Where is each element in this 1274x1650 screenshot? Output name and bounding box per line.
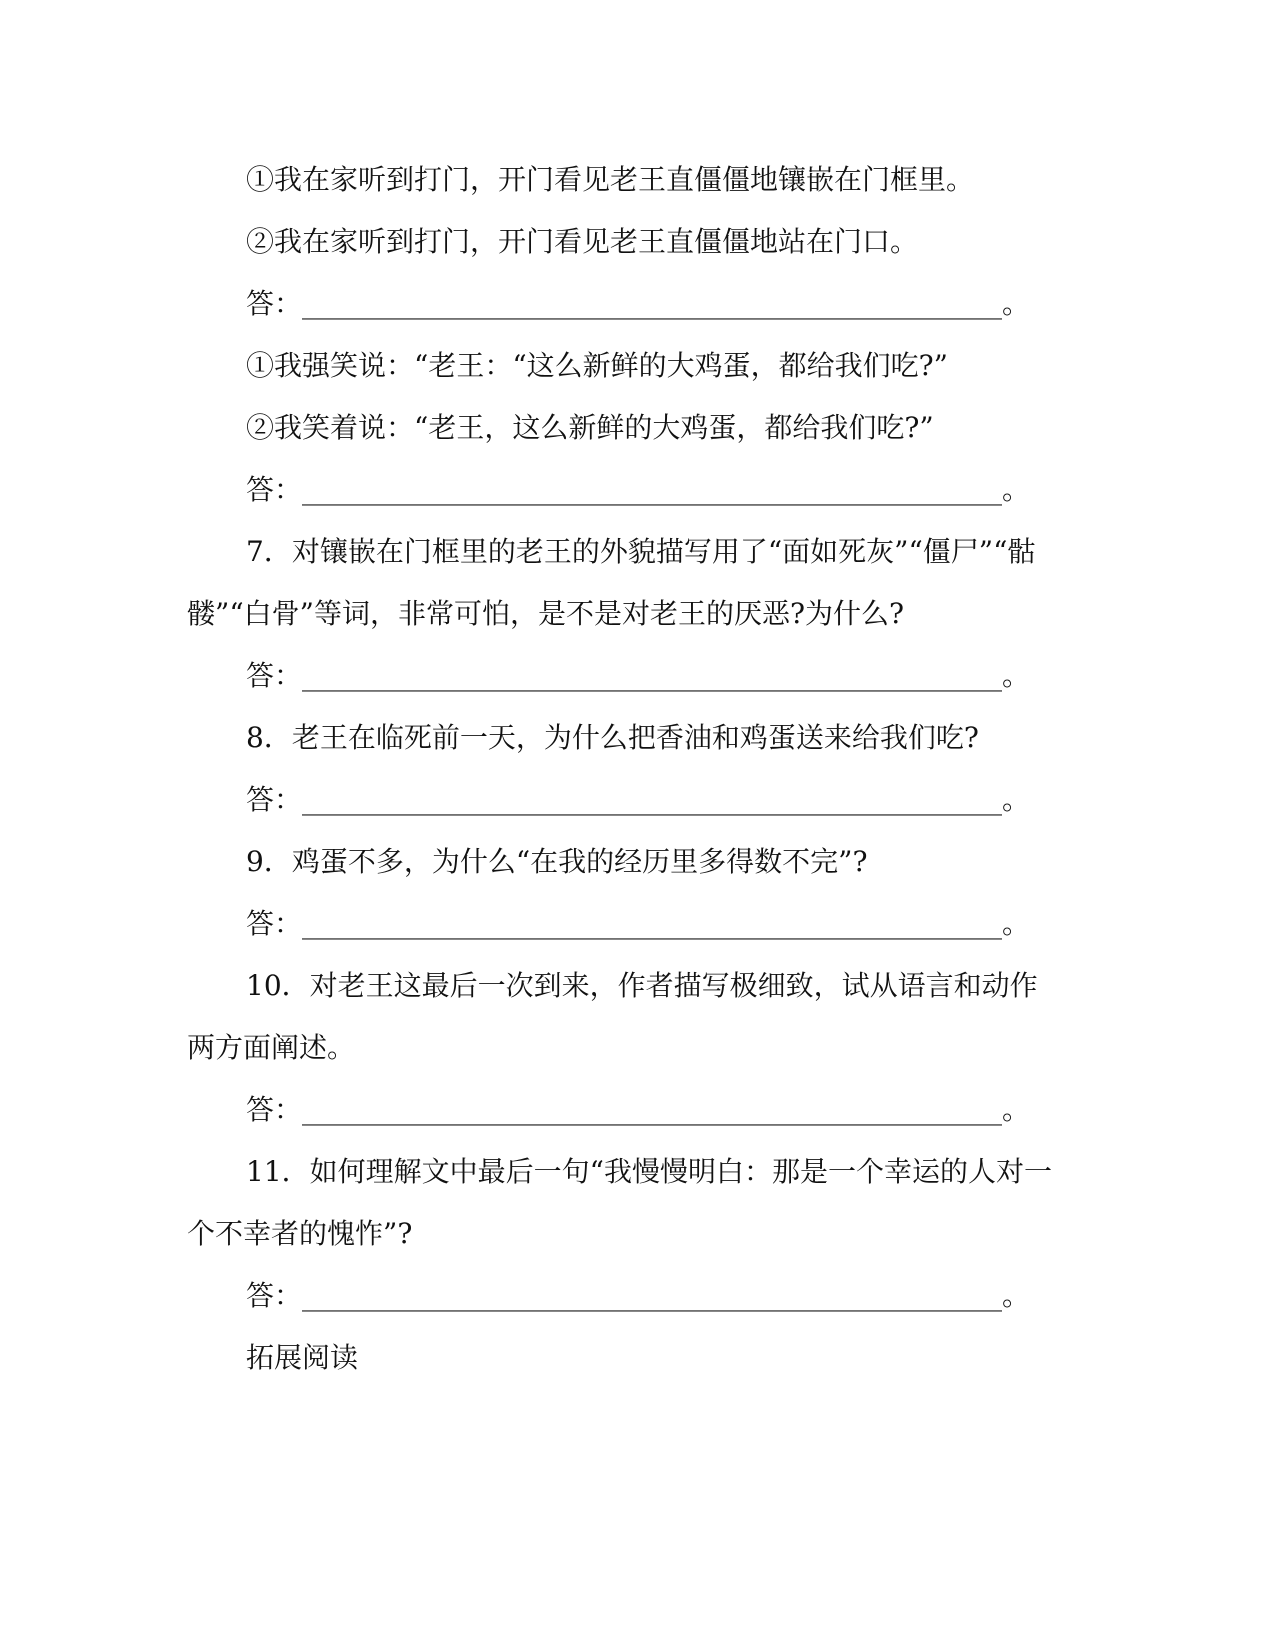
answer-line: 答：__________________________________________________。 [246, 287, 1031, 320]
question-11: 11．如何理解文中最后一句“我慢慢明白：那是一个幸运的人对一 [246, 1155, 1052, 1188]
answer-line: 答：__________________________________________________。 [246, 473, 1031, 506]
question-7: 7．对镶嵌在门框里的老王的外貌描写用了“面如死灰”“僵尸”“骷 [246, 535, 1036, 568]
answer-line: 答：__________________________________________________。 [246, 1279, 1031, 1312]
option-1-embedded: ①我在家听到打门，开门看见老王直僵僵地镶嵌在门框里。 [246, 163, 975, 196]
option-2-standing: ②我在家听到打门，开门看见老王直僵僵地站在门口。 [246, 225, 919, 258]
question-8: 8．老王在临死前一天，为什么把香油和鸡蛋送来给我们吃? [246, 721, 979, 754]
question-11-continued: 个不幸者的愧怍”? [187, 1217, 413, 1250]
option-1-forced-laugh: ①我强笑说：“老王：“这么新鲜的大鸡蛋，都给我们吃?” [246, 349, 948, 382]
question-9: 9．鸡蛋不多，为什么“在我的经历里多得数不完”? [246, 845, 868, 878]
answer-line: 答：__________________________________________________。 [246, 783, 1031, 816]
section-heading-extended-reading: 拓展阅读 [246, 1341, 359, 1374]
question-7-continued: 髅”“白骨”等词，非常可怕，是不是对老王的厌恶?为什么? [187, 597, 904, 630]
question-10: 10．对老王这最后一次到来，作者描写极细致，试从语言和动作 [246, 969, 1038, 1002]
answer-line: 答：__________________________________________________。 [246, 659, 1031, 692]
answer-line: 答：__________________________________________________。 [246, 1093, 1031, 1126]
answer-line: 答：__________________________________________________。 [246, 907, 1031, 940]
option-2-laughing: ②我笑着说：“老王，这么新鲜的大鸡蛋，都给我们吃?” [246, 411, 934, 444]
question-10-continued: 两方面阐述。 [187, 1031, 356, 1064]
